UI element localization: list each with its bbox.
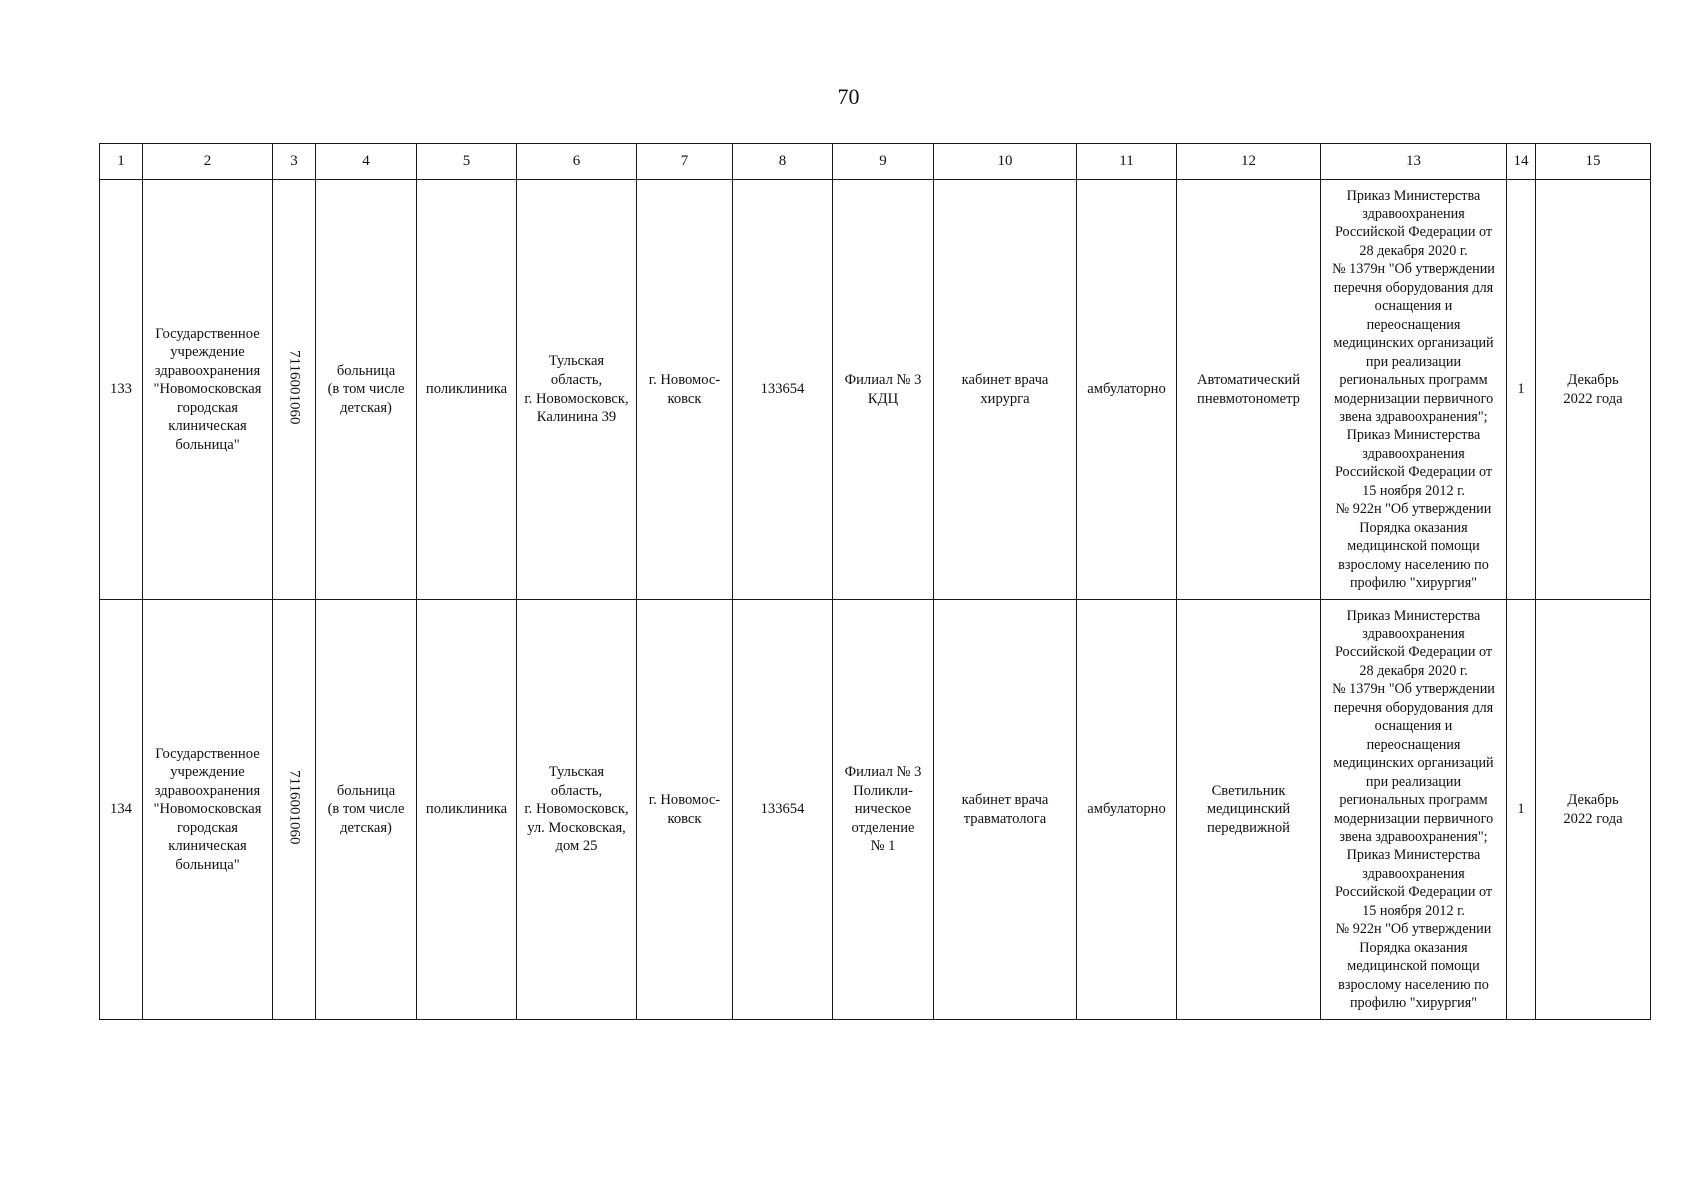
column-header: 11 bbox=[1077, 144, 1177, 180]
organization-name: Государственное учреждение здравоохранения "Новомосковская городская клиническая больница" bbox=[143, 600, 273, 1020]
organization-name: Государственное учреждение здравоохранения "Новомосковская городская клиническая больница" bbox=[143, 180, 273, 600]
row-number: 134 bbox=[100, 600, 143, 1020]
column-header: 3 bbox=[273, 144, 316, 180]
room-name: кабинет врача хирурга bbox=[934, 180, 1077, 600]
column-header: 14 bbox=[1507, 144, 1536, 180]
row-number: 133 bbox=[100, 180, 143, 600]
header-row bbox=[100, 144, 1651, 180]
unit-type: поликлиника bbox=[417, 600, 517, 1020]
equipment-name: Светильник медицинский передвижной bbox=[1177, 600, 1321, 1020]
regulation-reference: Приказ Министерства здравоохранения Российской Федерации от 28 декабря 2020 г. № 1379н "Об утверждении перечня оборудования для оснащения и переоснащения медицинских организаций при реализации региональных программ модернизации первичного звена здравоохранения"; Приказ Министерства здравоохранения Российской Федерации от 15 ноября 2012 г. № 922н "Об утверждении Порядка оказания медицинской помощи взрослому населению по профилю "хирургия" bbox=[1321, 600, 1507, 1020]
municipality: г. Новомос- ковск bbox=[637, 180, 733, 600]
organization-type: больница (в том числе детская) bbox=[316, 600, 417, 1020]
care-condition: амбулаторно bbox=[1077, 180, 1177, 600]
table-row bbox=[100, 600, 1651, 1020]
org-code: 133654 bbox=[733, 600, 833, 1020]
equipment-table bbox=[99, 143, 1651, 1020]
inn-cell bbox=[273, 180, 316, 600]
municipality: г. Новомос- ковск bbox=[637, 600, 733, 1020]
column-header: 12 bbox=[1177, 144, 1321, 180]
branch-name: Филиал № 3 КДЦ bbox=[833, 180, 934, 600]
room-name: кабинет врача травматолога bbox=[934, 600, 1077, 1020]
column-header: 8 bbox=[733, 144, 833, 180]
column-header: 9 bbox=[833, 144, 934, 180]
address: Тульская область, г. Новомосковск, ул. Московская, дом 25 bbox=[517, 600, 637, 1020]
inn-code: 7116001060 bbox=[286, 349, 303, 424]
column-header: 13 bbox=[1321, 144, 1507, 180]
quantity: 1 bbox=[1507, 600, 1536, 1020]
column-header: 15 bbox=[1536, 144, 1651, 180]
column-header: 2 bbox=[143, 144, 273, 180]
delivery-date: Декабрь 2022 года bbox=[1536, 180, 1651, 600]
inn-cell bbox=[273, 600, 316, 1020]
regulation-reference: Приказ Министерства здравоохранения Российской Федерации от 28 декабря 2020 г. № 1379н "Об утверждении перечня оборудования для оснащения и переоснащения медицинских организаций при реализации региональных программ модернизации первичного звена здравоохранения"; Приказ Министерства здравоохранения Российской Федерации от 15 ноября 2012 г. № 922н "Об утверждении Порядка оказания медицинской помощи взрослому населению по профилю "хирургия" bbox=[1321, 180, 1507, 600]
address: Тульская область, г. Новомосковск, Калинина 39 bbox=[517, 180, 637, 600]
column-header: 4 bbox=[316, 144, 417, 180]
table-row bbox=[100, 180, 1651, 600]
column-header: 10 bbox=[934, 144, 1077, 180]
unit-type: поликлиника bbox=[417, 180, 517, 600]
care-condition: амбулаторно bbox=[1077, 600, 1177, 1020]
delivery-date: Декабрь 2022 года bbox=[1536, 600, 1651, 1020]
column-header: 1 bbox=[100, 144, 143, 180]
org-code: 133654 bbox=[733, 180, 833, 600]
organization-type: больница (в том числе детская) bbox=[316, 180, 417, 600]
branch-name: Филиал № 3 Поликли- ническое отделение № 1 bbox=[833, 600, 934, 1020]
quantity: 1 bbox=[1507, 180, 1536, 600]
equipment-name: Автоматический пневмотонометр bbox=[1177, 180, 1321, 600]
column-header: 5 bbox=[417, 144, 517, 180]
inn-code: 7116001060 bbox=[286, 769, 303, 844]
column-header: 7 bbox=[637, 144, 733, 180]
page-number: 70 bbox=[837, 84, 860, 109]
column-header: 6 bbox=[517, 144, 637, 180]
